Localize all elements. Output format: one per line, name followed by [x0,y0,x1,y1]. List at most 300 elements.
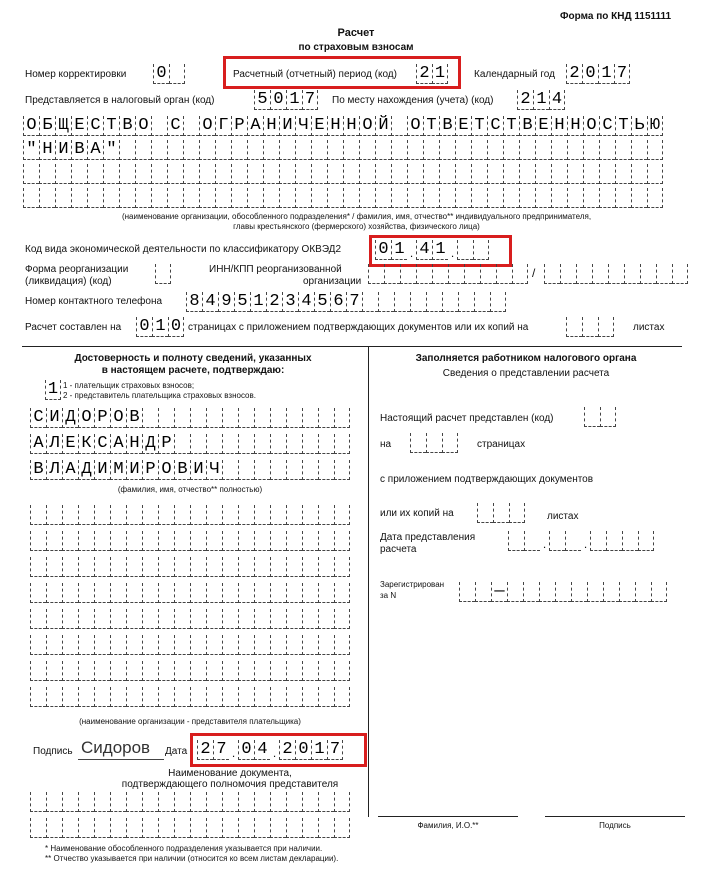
inn-label-1: ИНН/КПП реорганизованной [209,264,342,275]
char-cell [311,164,327,184]
rep-org-line-8[interactable] [30,687,350,707]
char-cell [254,818,270,838]
char-cell [222,460,238,480]
char-cell [222,505,238,525]
char-cell [439,164,455,184]
char-cell [62,635,78,655]
char-cell [327,164,343,184]
char-cell [39,164,55,184]
char-cell [222,531,238,551]
role-option-1: 1 - плательщик страховых взносов; [63,381,195,390]
char-cell [231,140,247,160]
char-cell [567,140,583,160]
char-cell [270,687,286,707]
char-cell [439,188,455,208]
char-cell [190,792,206,812]
char-cell [455,164,471,184]
char-cell [270,635,286,655]
char-cell [174,557,190,577]
char-cell [455,140,471,160]
char-cell [270,460,286,480]
char-cell [206,635,222,655]
date-highlight [190,733,367,767]
char-cell [254,460,270,480]
char-cell [46,609,62,629]
char-cell [110,505,126,525]
char-cell [487,188,503,208]
inn-kpp-slash: / [532,266,536,280]
org-line-4[interactable] [23,188,663,208]
char-cell [46,818,62,838]
char-cell [334,434,350,454]
char-cell: Т [103,116,119,136]
char-cell [55,188,71,208]
char-cell [215,140,231,160]
char-cell [615,140,631,160]
char-cell [30,792,46,812]
rep-org-line-4[interactable] [30,583,350,603]
char-cell [94,583,110,603]
char-cell [286,609,302,629]
char-cell [384,264,400,284]
char-cell [524,531,540,551]
char-cell [566,317,582,337]
char-cell [87,164,103,184]
char-cell [551,140,567,160]
char-cell: 4 [549,90,565,110]
right-pages-field[interactable] [410,433,458,453]
char-cell [263,164,279,184]
char-cell [378,292,394,312]
char-cell [302,557,318,577]
char-cell [474,292,490,312]
doc-caption-1: Наименование документа, [168,768,292,779]
char-cell: Л [46,434,62,454]
sheets-field[interactable] [566,317,614,337]
char-cell [490,292,506,312]
char-cell: Д [78,460,94,480]
char-cell [110,635,126,655]
char-cell [400,264,416,284]
sign-label: Подпись [33,746,73,757]
footnote-2: ** Отчество указывается при наличии (относится ко всем листам декларации). [45,854,339,863]
char-cell [142,792,158,812]
rep-org-line-3[interactable] [30,557,350,577]
char-cell: 6 [330,292,346,312]
char-cell [263,188,279,208]
char-cell [110,818,126,838]
char-cell: 0 [136,317,152,337]
char-cell: 7 [614,64,630,84]
fio-line [378,816,518,817]
reg-number-field[interactable] [459,582,667,602]
char-cell: Й [375,116,391,136]
char-cell: 2 [279,740,295,760]
char-cell [94,635,110,655]
char-cell [647,140,663,160]
char-cell: С [87,116,103,136]
char-cell: 7 [302,90,318,110]
char-cell [647,188,663,208]
char-cell [23,164,39,184]
char-cell: 2 [566,64,582,84]
char-cell [471,164,487,184]
char-cell: 9 [218,292,234,312]
char-cell [174,687,190,707]
char-cell [231,164,247,184]
char-cell: 4 [202,292,218,312]
char-cell [375,188,391,208]
char-cell [318,609,334,629]
char-cell [158,531,174,551]
char-cell [199,140,215,160]
year-field[interactable] [566,64,630,84]
location-field[interactable] [517,90,565,110]
right-fio-label: Фамилия, И.О.** [417,821,479,830]
char-cell [238,434,254,454]
char-cell [110,609,126,629]
char-cell [190,609,206,629]
char-cell: — [491,582,507,602]
char-cell: Н [39,140,55,160]
char-cell [432,264,448,284]
char-cell [71,164,87,184]
org-line-1[interactable] [23,116,663,136]
char-cell [512,264,528,284]
char-cell [583,164,599,184]
char-cell [190,818,206,838]
char-cell [343,164,359,184]
char-cell: С [487,116,503,136]
char-cell [302,434,318,454]
char-cell: Н [327,116,343,136]
rep-org-line-2[interactable] [30,531,350,551]
char-cell: В [439,116,455,136]
char-cell [142,531,158,551]
char-cell [30,531,46,551]
inn-field[interactable] [368,264,528,284]
char-cell: Т [615,116,631,136]
char-cell [103,164,119,184]
char-cell [507,582,523,602]
char-cell [343,140,359,160]
char-cell: С [94,434,110,454]
char-cell [222,818,238,838]
char-cell [174,635,190,655]
char-cell: О [359,116,375,136]
char-cell [535,188,551,208]
char-cell [426,292,442,312]
char-cell [334,792,350,812]
char-cell: Р [231,116,247,136]
char-cell [190,687,206,707]
char-cell [334,609,350,629]
char-cell [222,557,238,577]
char-cell [238,661,254,681]
right-subheading: Сведения о представлении расчета [442,368,610,379]
char-cell [215,164,231,184]
char-cell: 1 [152,317,168,337]
char-cell [254,635,270,655]
rep-org-line-7[interactable] [30,661,350,681]
char-cell [254,687,270,707]
separator: . [583,537,588,551]
char-cell [608,264,624,284]
char-cell [151,188,167,208]
char-cell [334,557,350,577]
char-cell [199,164,215,184]
char-cell [503,140,519,160]
char-cell: И [55,140,71,160]
char-cell [30,609,46,629]
char-cell [640,264,656,284]
char-cell: 3 [282,292,298,312]
char-cell [587,582,603,602]
signature-line [78,759,164,760]
char-cell: Д [142,434,158,454]
patronymic-field[interactable] [30,460,350,480]
char-cell [190,635,206,655]
char-cell [78,661,94,681]
char-cell [672,264,688,284]
char-cell [334,661,350,681]
char-cell: И [94,460,110,480]
separator: . [272,746,277,760]
char-cell [151,164,167,184]
sign-line [545,816,685,817]
char-cell [126,557,142,577]
char-cell [318,531,334,551]
role-field[interactable] [45,380,61,400]
char-cell: А [110,434,126,454]
name-field[interactable] [30,434,350,454]
char-cell [94,505,110,525]
char-cell [565,531,581,551]
char-cell [71,188,87,208]
char-cell [238,460,254,480]
char-cell [158,583,174,603]
rep-org-caption: (наименование организации - представителя плательщика) [79,717,301,726]
char-cell [318,408,334,428]
char-cell [174,531,190,551]
char-cell [46,583,62,603]
char-cell [126,609,142,629]
char-cell [423,188,439,208]
char-cell [190,505,206,525]
char-cell: Е [455,116,471,136]
tax-authority-field[interactable] [254,90,318,110]
char-cell: 5 [254,90,270,110]
char-cell [391,116,407,136]
char-cell [94,818,110,838]
char-cell: Г [215,116,231,136]
char-cell [471,188,487,208]
char-cell [631,140,647,160]
char-cell [206,557,222,577]
char-cell: О [199,116,215,136]
char-cell [475,582,491,602]
submit-date-field[interactable] [508,531,654,551]
char-cell [286,408,302,428]
copies-field[interactable] [477,503,525,523]
presented-field[interactable] [584,407,616,427]
org-line-2[interactable] [23,140,663,160]
char-cell: И [126,460,142,480]
char-cell [190,583,206,603]
char-cell: О [78,408,94,428]
char-cell: 0 [295,740,311,760]
surname-field[interactable] [30,408,350,428]
doc-line-1[interactable] [30,792,350,812]
reg-label-1: Зарегистрирован [380,580,445,589]
char-cell [599,140,615,160]
separator: . [450,246,455,260]
char-cell: О [583,116,599,136]
char-cell [302,583,318,603]
char-cell: Н [263,116,279,136]
char-cell [215,188,231,208]
reorg-field[interactable] [155,264,171,284]
char-cell: Р [142,460,158,480]
char-cell [493,503,509,523]
char-cell [231,188,247,208]
char-cell [423,140,439,160]
char-cell: 0 [582,64,598,84]
char-cell [647,164,663,184]
char-cell [142,583,158,603]
char-cell [410,433,426,453]
char-cell [391,164,407,184]
right-sheets-label: листах [547,511,579,522]
char-cell [174,434,190,454]
char-cell [391,188,407,208]
char-cell [94,687,110,707]
char-cell [190,408,206,428]
char-cell: Е [311,116,327,136]
char-cell [318,505,334,525]
char-cell [238,583,254,603]
char-cell [158,609,174,629]
char-cell [46,661,62,681]
char-cell: 0 [238,740,254,760]
char-cell [270,818,286,838]
char-cell [458,292,474,312]
char-cell [78,583,94,603]
pages-label-pre: Расчет составлен на [25,322,122,333]
char-cell [151,140,167,160]
char-cell [206,661,222,681]
char-cell [62,661,78,681]
doc-line-2[interactable] [30,818,350,838]
char-cell [190,661,206,681]
rep-org-line-6[interactable] [30,635,350,655]
char-cell: 1 [598,64,614,84]
correction-field[interactable] [153,64,185,84]
char-cell [142,408,158,428]
char-cell [302,408,318,428]
char-cell [126,687,142,707]
char-cell: В [119,116,135,136]
char-cell [592,264,608,284]
char-cell [651,582,667,602]
char-cell [327,140,343,160]
char-cell: Р [158,434,174,454]
rep-org-line-1[interactable] [30,505,350,525]
char-cell [78,505,94,525]
char-cell [126,635,142,655]
pages-field[interactable] [136,317,184,337]
char-cell: Т [471,116,487,136]
pages-label-mid: страницах с приложением подтверждающих документов или их копий на [188,322,529,333]
char-cell [222,408,238,428]
kpp-field[interactable] [544,264,688,284]
char-cell [583,188,599,208]
org-caption-2: главы крестьянского (фермерского) хозяйства, физического лица) [233,222,480,231]
char-cell [270,792,286,812]
rep-org-line-5[interactable] [30,609,350,629]
char-cell [279,164,295,184]
char-cell: Ю [647,116,663,136]
char-cell [142,635,158,655]
org-line-3[interactable] [23,164,663,184]
char-cell: В [71,140,87,160]
char-cell [158,792,174,812]
char-cell [270,609,286,629]
char-cell [555,582,571,602]
char-cell: Н [126,434,142,454]
char-cell [508,531,524,551]
char-cell [78,557,94,577]
char-cell [222,661,238,681]
char-cell [222,687,238,707]
char-cell [442,292,458,312]
char-cell [174,661,190,681]
phone-field[interactable] [186,292,506,312]
char-cell: Н [551,116,567,136]
char-cell [407,188,423,208]
char-cell [311,188,327,208]
char-cell [238,557,254,577]
char-cell [439,140,455,160]
char-cell: 7 [346,292,362,312]
char-cell [183,116,199,136]
char-cell [410,292,426,312]
tax-authority-label: Представляется в налоговый орган (код) [25,95,215,106]
char-cell [78,635,94,655]
char-cell: 2 [517,90,533,110]
page-subtitle: по страховым взносам [298,42,414,53]
char-cell [158,557,174,577]
char-cell [334,687,350,707]
char-cell: А [30,434,46,454]
reorg-label-2: (ликвидация) (код) [25,276,112,287]
doc-caption-2: подтверждающего полномочия представителя [121,779,339,790]
char-cell: С [30,408,46,428]
char-cell [635,582,651,602]
char-cell [158,818,174,838]
char-cell [222,792,238,812]
char-cell [286,661,302,681]
char-cell [39,188,55,208]
char-cell [110,661,126,681]
char-cell [362,292,378,312]
char-cell [206,818,222,838]
char-cell [30,557,46,577]
char-cell: 0 [270,90,286,110]
char-cell: Н [343,116,359,136]
char-cell [62,687,78,707]
char-cell [567,188,583,208]
